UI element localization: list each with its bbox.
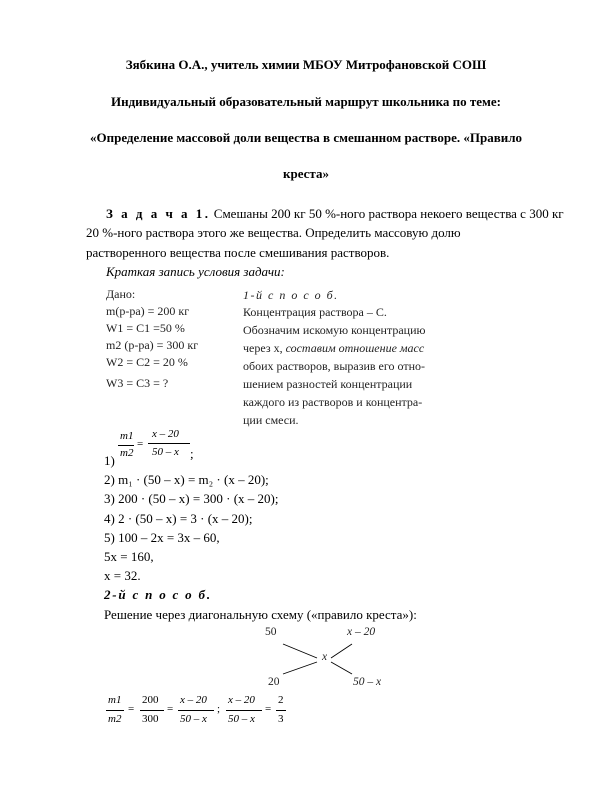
topic-line-1: «Определение массовой доли вещества в смешанном растворе. «Правило [90,130,522,145]
step-3: 3) 200 · (50 – x) = 300 · (x – 20); [104,491,279,506]
step-5: 5) 100 – 2x = 3x – 60, [104,530,220,545]
step-7: x = 32. [104,568,141,583]
final-eq-3: = [265,703,272,715]
final-f2-bar [140,710,164,711]
method1-line-7: ции смеси. [243,413,299,427]
cross-center: x [322,651,328,663]
step-2: 2) m₁ · (50 – x) = m₂ · (x – 20); [104,472,269,487]
final-f2-den: 300 [142,713,159,725]
final-f4-bar [226,710,262,711]
final-sep: ; [217,703,221,715]
cross-line-tr [331,644,352,658]
cross-bottom-left: 20 [268,676,280,688]
given-title: Дано: [106,287,136,301]
cross-line-tl [283,644,317,658]
given-w2: W2 = C2 = 20 % [106,355,188,369]
method2-title: 2-й с п о с о б. [104,587,212,602]
method1-line-3b: составим отношение масс [285,341,425,355]
step-6: 5x = 160, [104,549,154,564]
cross-line-bl [283,662,317,674]
final-f1-bar [106,710,124,711]
final-f4-den: 50 – x [228,713,255,725]
final-f2-num: 200 [142,694,159,706]
given-m1: m(р-ра) = 200 кг [106,304,190,318]
step1-eq: = [137,438,144,450]
step1-suffix: ; [190,446,194,461]
short-record-label: Краткая запись условия задачи: [106,264,285,279]
method1-line-5: шением разностей концентрации [243,377,413,391]
final-f4-num: x – 20 [228,694,255,706]
final-f3-den: 50 – x [180,713,207,725]
given-w3: W3 = C3 = ? [106,376,169,390]
method1-title: 1-й с п о с о б. [243,288,339,302]
step1-den-left: m2 [120,447,134,459]
final-f5-den: 3 [278,713,284,725]
step-4: 4) 2 · (50 – x) = 3 · (x – 20); [104,511,253,526]
task-line-2: 20 %-ного раствора этого же вещества. Определить массовую долю [86,225,461,240]
step1-num-left: m1 [120,430,134,442]
cross-top-right: x – 20 [347,626,376,638]
final-f3-num: x – 20 [180,694,207,706]
cross-bottom-right: 50 – x [353,676,382,688]
route-title: Индивидуальный образовательный маршрут школьника по теме: [110,94,502,109]
task-text-1: Смешаны 200 кг 50 %-ного раствора некоего вещества с 300 кг [213,206,564,221]
method1-line-1: Концентрация раствора – С. [243,305,387,319]
cross-top-left: 50 [265,626,277,638]
method2-description: Решение через диагональную схему («правило креста»): [104,607,417,622]
cross-line-br [331,662,352,674]
given-w1: W1 = C1 =50 % [106,321,185,335]
given-m2: m2 (р-ра) = 300 кг [106,338,199,352]
method1-line-4: обоих растворов, выразив его отно- [243,359,426,373]
method1-line-2: Обозначим искомую концентрацию [243,323,426,337]
final-f5-bar [276,710,286,711]
step1-num-right: x – 20 [152,428,179,440]
final-f3-bar [178,710,214,711]
final-f5-num: 2 [278,694,284,706]
step1-den-right: 50 – x [152,446,179,458]
topic-line-2: креста» [283,166,329,181]
task-line-3: растворенного вещества после смешивания растворов. [86,245,390,260]
final-f1-num: m1 [108,694,122,706]
method1-line-3a: через x, [243,341,283,355]
method1-line-6: каждого из растворов и концентра- [243,395,423,409]
step1-prefix: 1) [104,453,115,468]
author-line: Зябкина О.А., учитель химии МБОУ Митрофановской СОШ [125,57,487,72]
task-label: З а д а ч а 1. [106,206,211,221]
final-eq-2: = [167,703,174,715]
final-f1-den: m2 [108,713,122,725]
final-eq-1: = [128,703,135,715]
